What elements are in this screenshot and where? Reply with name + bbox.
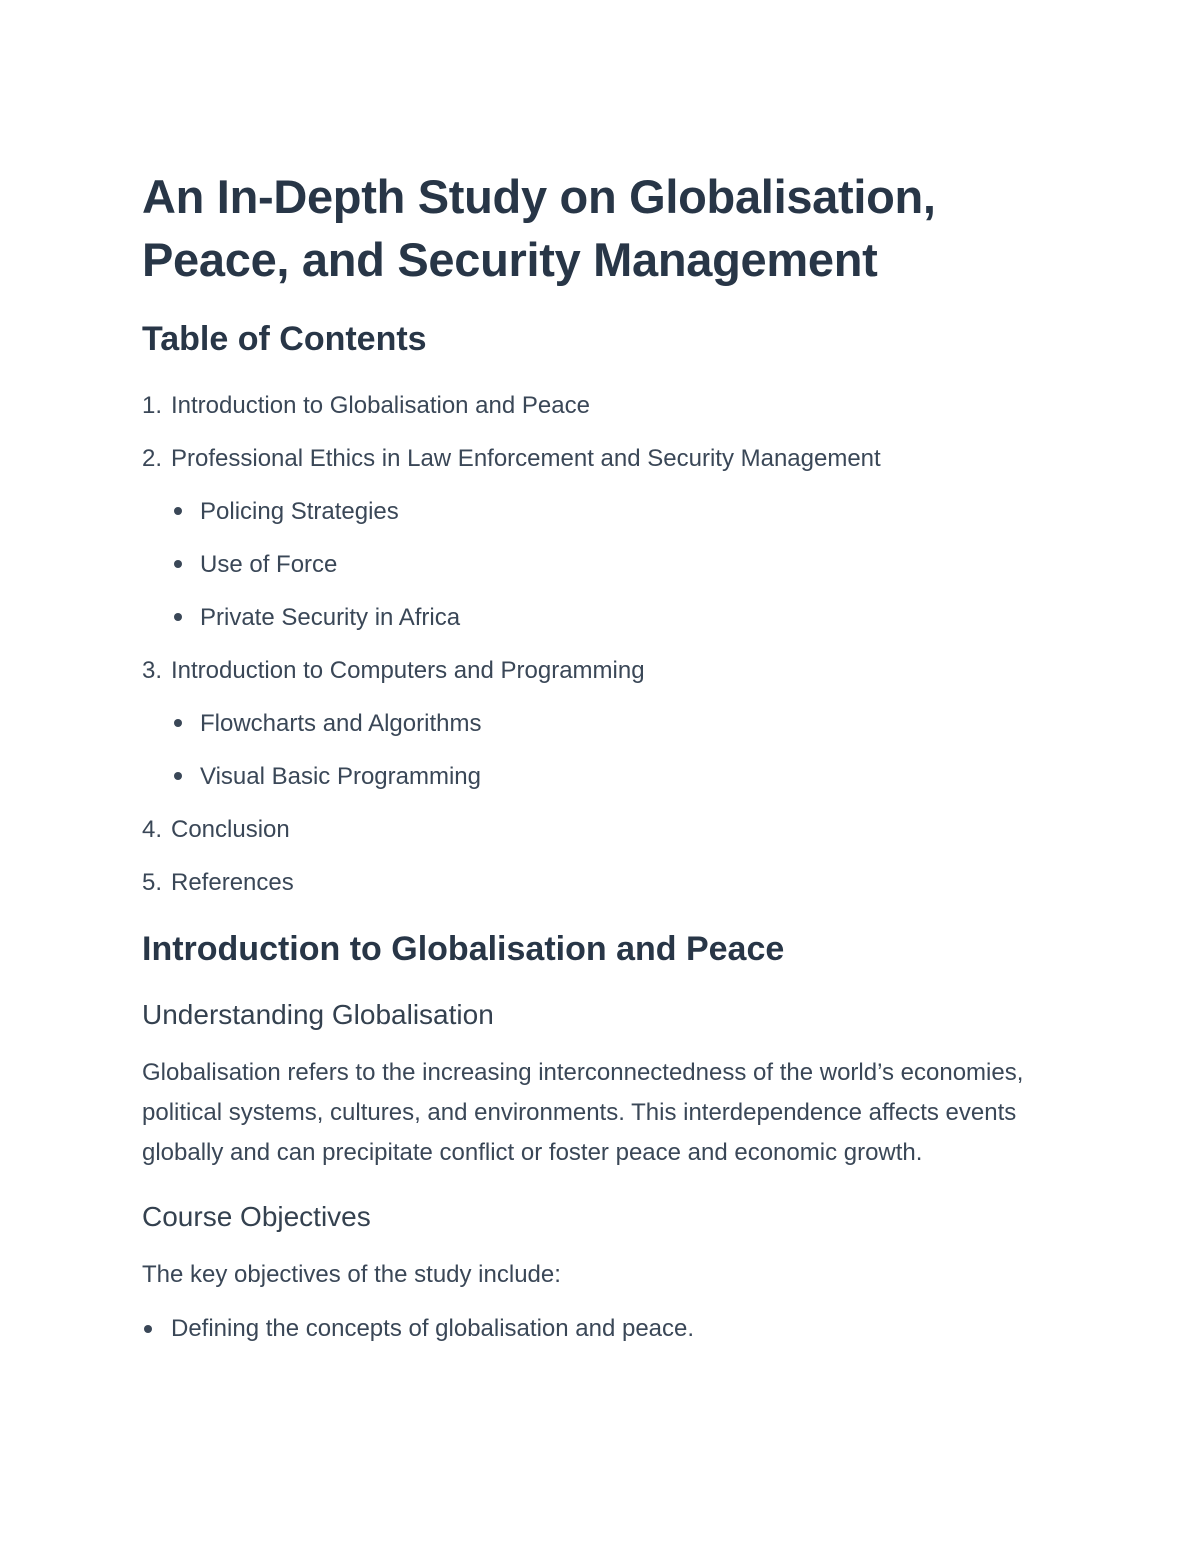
toc-sublist xyxy=(142,485,1042,644)
document-page xyxy=(142,165,1042,1349)
bullet-icon xyxy=(174,560,182,568)
objectives-intro: The key objectives of the study include: xyxy=(142,1261,561,1288)
toc-item-label: References xyxy=(171,869,294,896)
paragraph-globalisation: Globalisation refers to the increasing interconnectedness of the world’s economies, political systems, cultures, and environments. This interdependence affects events globally and can precipitate conflict or foster peace and economic growth. xyxy=(142,1059,1024,1166)
toc-heading: Table of Contents xyxy=(142,320,427,358)
toc-item-number: 5. xyxy=(142,869,163,896)
toc-item-number: 2. xyxy=(142,445,163,472)
toc-item-3 xyxy=(142,644,1042,803)
toc-item-2 xyxy=(142,432,1042,644)
bullet-icon xyxy=(174,507,182,515)
toc-item-label: Introduction to Computers and Programming xyxy=(171,657,645,684)
toc-item-1 xyxy=(142,379,1042,432)
toc-subitem-label: Policing Strategies xyxy=(200,498,399,525)
toc-subitem-label: Private Security in Africa xyxy=(200,604,461,631)
bullet-icon xyxy=(174,772,182,780)
toc-subitem xyxy=(172,697,1042,750)
toc-subitem xyxy=(172,750,1042,803)
document-title: An In-Depth Study on Globalisation, Peace, and Security Management xyxy=(142,170,936,286)
toc-item-number: 1. xyxy=(142,392,163,419)
subsection-heading-understanding: Understanding Globalisation xyxy=(142,999,494,1030)
subsection-heading-objectives: Course Objectives xyxy=(142,1201,371,1232)
toc-sublist xyxy=(142,697,1042,803)
toc-subitem-label: Flowcharts and Algorithms xyxy=(200,710,482,737)
toc-item-number: 3. xyxy=(142,657,163,684)
toc-subitem xyxy=(172,538,1042,591)
objectives-list xyxy=(142,1309,1042,1349)
toc-subitem-label: Use of Force xyxy=(200,551,338,578)
toc-subitem-label: Visual Basic Programming xyxy=(200,763,482,790)
bullet-icon xyxy=(144,1325,152,1333)
toc-item-label: Introduction to Globalisation and Peace xyxy=(171,392,590,419)
list-item-text: Defining the concepts of globalisation and peace. xyxy=(171,1315,695,1342)
bullet-icon xyxy=(174,613,182,621)
toc-subitem xyxy=(172,485,1042,538)
list-item xyxy=(142,1309,1042,1349)
toc-item-5 xyxy=(142,856,1042,909)
toc-subitem xyxy=(172,591,1042,644)
bullet-icon xyxy=(174,719,182,727)
toc-item-4 xyxy=(142,803,1042,856)
section-heading-introduction: Introduction to Globalisation and Peace xyxy=(142,930,785,968)
toc-item-label: Professional Ethics in Law Enforcement and Security Management xyxy=(171,445,881,472)
toc-item-label: Conclusion xyxy=(171,816,290,843)
toc-item-number: 4. xyxy=(142,816,163,843)
table-of-contents xyxy=(142,379,1042,909)
